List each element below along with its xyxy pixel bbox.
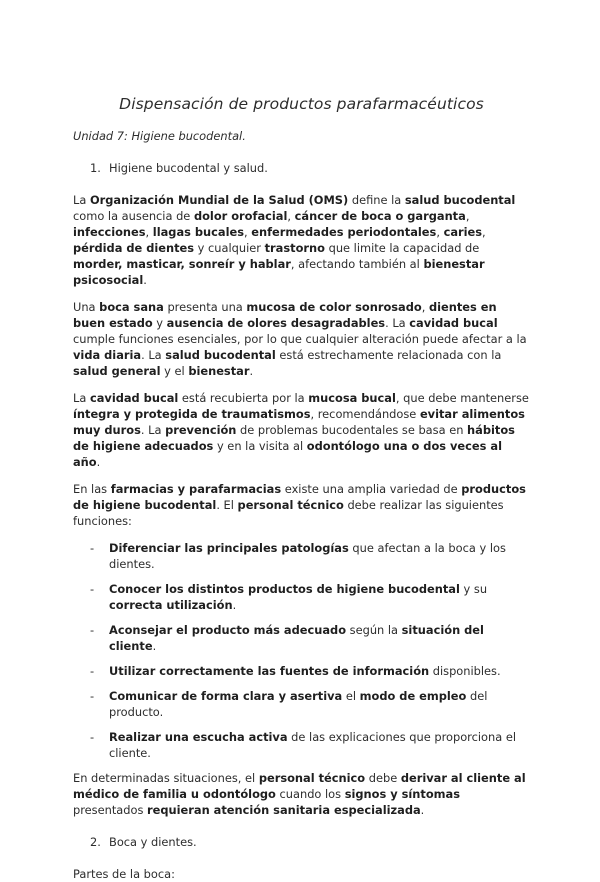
list-dash: - — [90, 689, 95, 703]
bold-term: personal técnico — [258, 771, 366, 785]
paragraph-healthy-mouth: Una boca sana presenta una mucosa de color sonrosado, dientes en buen estado y ausencia de olores desagradables. La cavidad bucal cumple funciones esenciales, por lo que cualquier alteración puede afectar a la vida diaria. La salud bucodental está estrechamente relacionada con la salud general y el bienestar. — [73, 300, 527, 378]
bold-term: requieran atención sanitaria especializada — [147, 803, 421, 817]
list-item-text: Utilizar correctamente las fuentes de información disponibles. — [109, 664, 501, 678]
bold-term: evitar alimentos muy duros — [73, 407, 525, 437]
section-number: 2. — [90, 835, 101, 849]
paragraph-referral: En determinadas situaciones, el personal técnico debe derivar al cliente al médico de familia u odontólogo cuando los signos y síntomas presentados requieran atención sanitaria especializada. — [73, 771, 526, 817]
bold-term: Comunicar de forma clara y asertiva — [109, 689, 343, 703]
list-dash: - — [90, 730, 95, 744]
bold-term: infecciones — [73, 225, 146, 239]
unit-heading: Unidad 7: Higiene bucodental. — [73, 129, 246, 143]
bold-term: boca sana — [99, 300, 164, 314]
bold-term: Conocer los distintos productos de higiene bucodental — [109, 582, 460, 596]
document-title: Dispensación de productos parafarmacéuticos — [119, 95, 484, 113]
functions-list — [73, 540, 530, 761]
list-item — [90, 581, 530, 613]
bold-term: pérdida de dientes — [73, 241, 195, 255]
list-dash: - — [90, 541, 95, 555]
section-label: Higiene bucodental y salud. — [109, 161, 268, 175]
bold-term: Realizar una escucha activa — [109, 730, 288, 744]
bold-term: salud bucodental — [165, 348, 276, 362]
section-heading-1 — [90, 160, 530, 176]
paragraph-pharmacy-functions: En las farmacias y parafarmacias existe una amplia variedad de productos de higiene bucodental. El personal técnico debe realizar las siguientes funciones: — [73, 482, 526, 528]
paragraph-oral-mucosa: La cavidad bucal está recubierta por la mucosa bucal, que debe mantenerse íntegra y protegida de traumatismos, recomendándose evitar alimentos muy duros. La prevención de problemas bucodentales se basa en hábitos de higiene adecuados y en la visita al odontólogo una o dos veces al año. — [73, 391, 529, 469]
bold-term: Organización Mundial de la Salud (OMS) — [89, 193, 349, 207]
list-dash: - — [90, 623, 95, 637]
bold-term: ausencia de olores desagradables — [166, 316, 386, 330]
bold-term: Utilizar correctamente las fuentes de información — [109, 664, 430, 678]
bold-term: hábitos de higiene adecuados — [73, 423, 515, 453]
bold-term: prevención — [165, 423, 237, 437]
bold-term: enfermedades periodontales — [251, 225, 437, 239]
bold-term: mucosa bucal — [308, 391, 396, 405]
paragraph-oms-definition: La Organización Mundial de la Salud (OMS) define la salud bucodental como la ausencia de dolor orofacial, cáncer de boca o garganta, infecciones, llagas bucales, enfermedades periodontales, caries, pérdida de dientes y cualquier trastorno que limite la capacidad de morder, masticar, sonreír y hablar, afectando también al bienestar psicosocial. — [73, 193, 516, 287]
bold-term: dientes en buen estado — [73, 300, 497, 330]
bold-term: vida diaria — [73, 348, 142, 362]
list-item — [90, 688, 530, 720]
bold-term: situación del cliente — [109, 623, 484, 653]
bold-term: Aconsejar el producto más adecuado — [109, 623, 347, 637]
bold-term: salud bucodental — [404, 193, 516, 207]
list-item-text: Conocer los distintos productos de higiene bucodental y su correcta utilización. — [109, 582, 488, 612]
section-number: 1. — [90, 161, 101, 175]
parts-of-mouth-label: Partes de la boca: — [73, 867, 175, 881]
bold-term: salud general — [73, 364, 161, 378]
bold-term: dolor orofacial — [193, 209, 288, 223]
bold-term: cavidad bucal — [89, 391, 179, 405]
list-item-text: Realizar una escucha activa de las explicaciones que proporciona el cliente. — [109, 730, 516, 760]
bold-term: modo de empleo — [359, 689, 467, 703]
list-item — [90, 622, 530, 654]
list-dash: - — [90, 582, 95, 596]
list-item — [90, 663, 530, 679]
bold-term: bienestar psicosocial — [73, 257, 485, 287]
bold-term: íntegra y protegida de traumatismos — [73, 407, 311, 421]
bold-term: trastorno — [264, 241, 325, 255]
bold-term: bienestar — [188, 364, 250, 378]
list-item-text: Diferenciar las principales patologías que afectan a la boca y los dientes. — [109, 541, 506, 571]
bold-term: Diferenciar las principales patologías — [109, 541, 349, 555]
bold-term: mucosa de color sonrosado — [246, 300, 422, 314]
bold-term: signos y síntomas — [344, 787, 461, 801]
bold-term: farmacias y parafarmacias — [110, 482, 282, 496]
list-item — [90, 729, 530, 761]
list-item — [90, 540, 530, 572]
bold-term: correcta utilización — [109, 598, 233, 612]
bold-term: personal técnico — [237, 498, 344, 512]
bold-term: llagas bucales — [152, 225, 244, 239]
list-item-text: Aconsejar el producto más adecuado según la situación del cliente. — [109, 623, 484, 653]
bold-term: morder, masticar, sonreír y hablar — [73, 257, 291, 271]
list-dash: - — [90, 664, 95, 678]
bold-term: derivar al cliente al médico de familia u odontólogo — [73, 771, 526, 801]
bold-term: productos de higiene bucodental — [73, 482, 526, 512]
bold-term: cavidad bucal — [409, 316, 498, 330]
bold-term: cáncer de boca o garganta — [294, 209, 466, 223]
bold-term: caries — [443, 225, 483, 239]
section-label: Boca y dientes. — [109, 835, 197, 849]
list-item-text: Comunicar de forma clara y asertiva el modo de empleo del producto. — [109, 689, 488, 719]
bold-term: odontólogo una o dos veces al año — [73, 439, 502, 469]
